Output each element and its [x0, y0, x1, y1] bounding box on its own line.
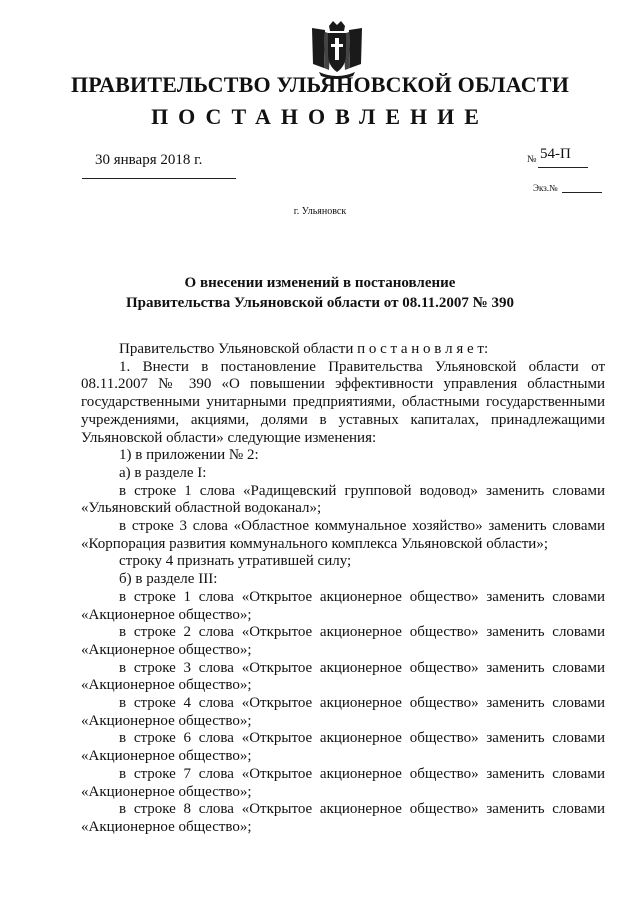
body-paragraph: в строке 1 слова «Открытое акционерное общество» заменить словами «Акционерное общество»; — [81, 588, 605, 623]
body-paragraph: 1) в приложении № 2: — [119, 447, 259, 464]
body-paragraph: строку 4 признать утратившей силу; — [119, 553, 352, 570]
document-body — [81, 341, 605, 837]
number-underline — [538, 167, 588, 168]
body-paragraph: в строке 8 слова «Открытое акционерное общество» заменить словами «Акционерное общество»; — [81, 801, 605, 835]
body-paragraph: Правительство Ульяновской области п о с т а н о в л я е т: — [119, 341, 489, 357]
body-paragraph: в строке 6 слова «Открытое акционерное общество» заменить словами «Акционерное общество»; — [81, 730, 605, 765]
body-paragraph: в строке 4 слова «Открытое акционерное общество» заменить словами «Акционерное общество»; — [81, 695, 605, 729]
coat-of-arms-icon — [309, 20, 365, 80]
body-paragraph: в строке 3 слова «Открытое акционерное общество» заменить словами «Акционерное общество»; — [81, 659, 605, 694]
document-date: 30 января 2018 г. — [95, 152, 203, 168]
title-line-1: О внесении изменений в постановление — [184, 275, 456, 291]
document-title — [0, 273, 640, 313]
body-paragraph: в строке 7 слова «Открытое акционерное общество» заменить словами «Акционерное общество»; — [81, 765, 605, 800]
body-paragraph: а) в разделе I: — [119, 464, 207, 481]
title-line-2: Правительства Ульяновской области от 08.11.2007 № 390 — [126, 295, 514, 311]
city: г. Ульяновск — [293, 206, 347, 217]
copy-underline — [562, 192, 602, 193]
document-number: 54-П — [540, 146, 571, 162]
date-underline — [82, 178, 236, 179]
body-paragraph: б) в разделе III: — [119, 571, 218, 588]
number-sign: № — [527, 154, 537, 165]
body-paragraph: в строке 1 слова «Радищевский групповой водовод» заменить словами «Ульяновский областной водоканал»; — [81, 482, 605, 517]
copy-label: Экз.№ — [533, 183, 558, 193]
body-paragraph: в строке 3 слова «Областное коммунальное хозяйство» заменить словами «Корпорация развития коммунального комплекса Ульяновской области»; — [81, 518, 605, 552]
document-type: ПОСТАНОВЛЕНИЕ — [151, 104, 489, 129]
organization-name: ПРАВИТЕЛЬСТВО УЛЬЯНОВСКОЙ ОБЛАСТИ — [70, 72, 570, 97]
body-paragraph: в строке 2 слова «Открытое акционерное общество» заменить словами «Акционерное общество»; — [81, 624, 605, 658]
body-paragraph: 1. Внести в постановление Правительства Ульяновской области от 08.11.2007 № 390 «О повышении эффективности управления областными государственными унитарными предприятиями, областными государственными учреждениями, акциями, долями в уставных капиталах, принадлежащими Ульяновской области» следующие изменения: — [81, 358, 605, 446]
